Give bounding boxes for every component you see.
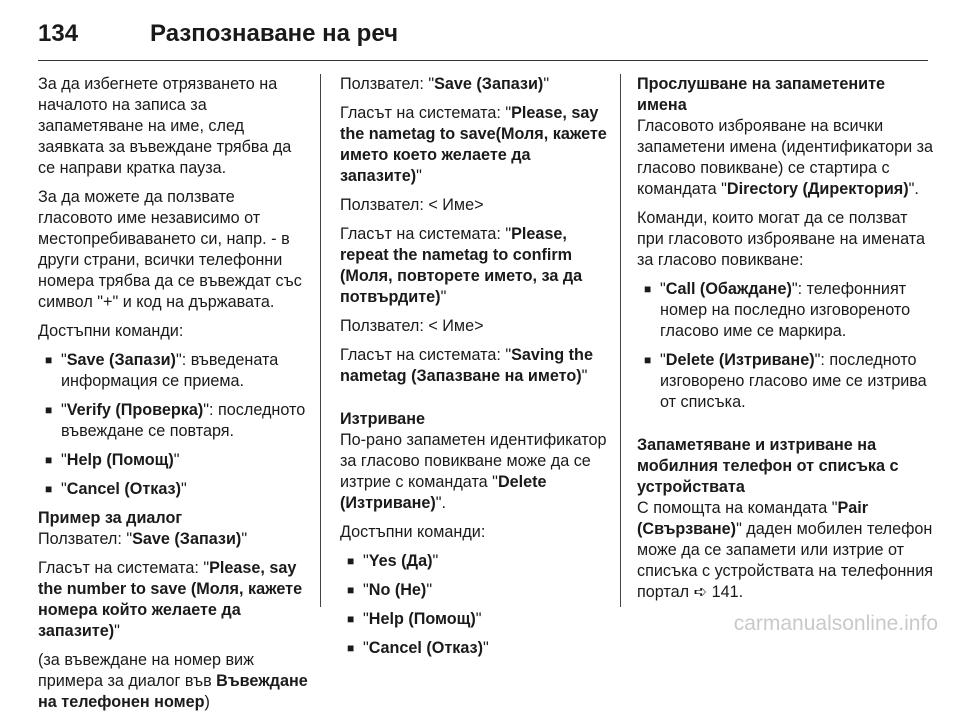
page-reference-icon[interactable]: ➪ [693,583,708,601]
section-heading: Запаметяване и изтриване на мобилния телефон от списъка с устройствата [637,436,899,496]
column-2 [340,74,612,667]
section-heading: Изтриване [340,410,425,428]
column-divider [320,74,321,607]
dialog-line: Гласът на системата: "Please, repeat the nametag to confirm (Моля, повторете името, за да потвърдите)" [340,225,583,306]
column-1 [38,74,310,721]
list-item: ■ "Help (Помощ)" [340,609,612,630]
list-item: ■ "Yes (Да)" [340,551,612,572]
command-list [637,279,937,413]
list-item: ■ "No (Не)" [340,580,612,601]
paragraph: Команди, които могат да се ползват при гласовото изброяване на имената за гласово повикване: [637,209,925,269]
watermark: carmanualsonline.info [733,612,938,635]
paragraph: За да можете да ползвате гласовото име независимо от местопребиваването си, напр. - в други страни, всички телефонни номера трябва да се въвеждат със символ "+" и код на държавата. [38,188,302,311]
list-item: ■ "Help (Помощ)" [38,450,310,471]
column-3 [637,74,937,611]
dialog-line: Ползвател: "Save (Запази)" [38,530,248,548]
list-item: ■ "Verify (Проверка)": последното въвеждане се повтаря. [38,400,310,442]
dialog-line: Ползвател: "Save (Запази)" [340,75,550,93]
dialog-line: Гласът на системата: "Please, say the number to save (Моля, кажете номера който желаете да запазите)" [38,559,303,640]
command-list [340,551,612,659]
commands-label: Достъпни команди: [38,322,184,340]
list-item: ■ "Cancel (Отказ)" [340,638,612,659]
page-number: 134 [38,20,79,47]
list-item: ■ "Call (Обаждане)": телефонният номер на последно изговореното гласово име се маркира. [637,279,937,342]
paragraph: Гласовото изброяване на всички запаметени имена (идентификатори за гласово повикване) се стартира с командата "Directory (Директория)". [637,117,934,198]
dialog-line: Ползвател: < Име> [340,317,484,335]
list-item: ■ "Cancel (Отказ)" [38,479,310,500]
section-heading: Пример за диалог [38,509,183,527]
command-list [38,350,310,500]
column-divider [620,74,621,607]
paragraph: С помощта на командата "Pair (Свързване)" даден мобилен телефон може да се запамети или изтрие от списъка с устройствата на телефонния портал ➪ 141. [637,499,934,601]
list-item: ■ "Save (Запази)": въведената информация се приема. [38,350,310,392]
commands-label: Достъпни команди: [340,523,486,541]
section-heading: Прослушване на запаметените имена [637,75,886,114]
paragraph: За да избегнете отрязването на началото на записа за запаметяване на име, след заявката за въвеждане трябва да се направи кратка пауза. [38,75,292,177]
note: (за въвеждане на номер виж примера за диалог във Въвеждане на телефонен номер) [38,651,308,711]
page-title: Разпознаване на реч [150,20,399,47]
dialog-line: Ползвател: < Име> [340,196,484,214]
list-item: ■ "Delete (Изтриване)": последното изговорено гласово име се изтрива от списъка. [637,350,937,413]
dialog-line: Гласът на системата: "Please, say the nametag to save(Моля, кажете името което желаете да запазите)" [340,104,607,185]
dialog-line: Гласът на системата: "Saving the nametag (Запазване на името)" [340,346,593,385]
page-header [38,10,928,58]
paragraph: По-рано запаметен идентификатор за гласово повикване може да се изтрие с командата "Delete (Изтриване)". [340,431,607,512]
page-reference[interactable]: 141. [707,583,744,601]
header-rule [38,60,928,61]
